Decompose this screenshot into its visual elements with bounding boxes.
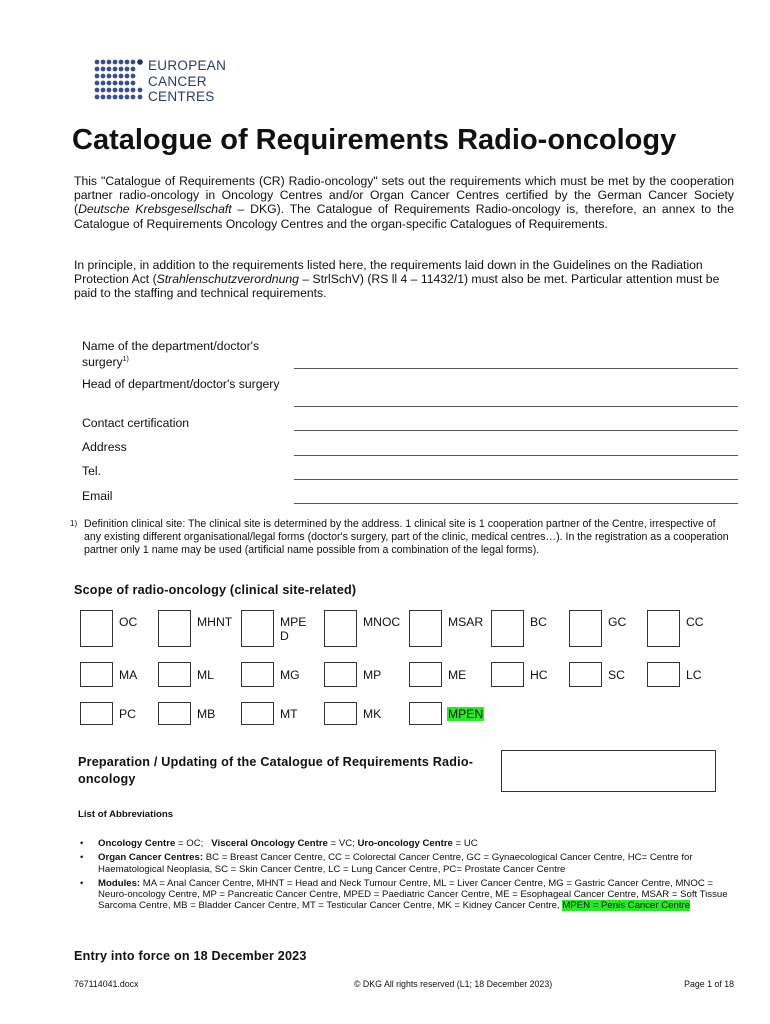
intro-p2-text: In principle, in addition to the requirements listed here, the requirements laid down in the Guidelines on the Radiation Protection Act ( (74, 258, 703, 287)
code-mnoc: MNOC (363, 615, 401, 629)
footnote-mark: 1) (70, 519, 78, 528)
checkbox-me[interactable] (409, 662, 442, 687)
code-mk: MK (363, 707, 382, 721)
code-pc: PC (119, 707, 136, 721)
checkbox-mped[interactable] (241, 610, 274, 647)
abbr-b3-highlight: MPEN = Penis Cancer Centre (562, 900, 691, 912)
intro-paragraph-2 (74, 258, 734, 301)
code-mped: MPED (280, 615, 307, 643)
email-field[interactable] (294, 503, 738, 504)
code-mp: MP (363, 668, 382, 682)
prep-title: Preparation / Updating of the Catalogue of Requirements Radio-oncology (78, 755, 474, 786)
code-mb: MB (197, 707, 216, 721)
checkbox-mpen[interactable] (409, 702, 442, 725)
abbr-b1-bold1: Oncology Centre (98, 838, 176, 849)
checkbox-cc[interactable] (647, 610, 680, 647)
checkbox-bc[interactable] (491, 610, 524, 647)
page-title: Catalogue of Requirements Radio-oncology (72, 124, 677, 156)
name-field[interactable] (294, 368, 738, 369)
abbr-b3-text: MA = Anal Cancer Centre, MHNT = Head and Neck Tumour Centre, ML = Liver Cancer Centre, MG = Gastric Cancer Centre, MNOC = Neuro-oncology Centre, MP = Pancreatic Cancer Centre, MPED = Paediatric Cancer Centre, ME = Esophageal Cancer Centre, MSAR = Soft Tissue Sarcoma Centre, MB = Bladder Cancer Centre, MT = Testicular Cancer Centre, MK = Kidney Cancer Centre, (98, 877, 728, 912)
footer-copyright: © DKG All rights reserved (L1; 18 December 2023) (354, 979, 553, 989)
checkbox-lc[interactable] (647, 662, 680, 687)
tel-label: Tel. (82, 464, 101, 478)
code-sc: SC (608, 668, 625, 682)
abbr-item-organ (78, 852, 730, 875)
checkbox-msar[interactable] (409, 610, 442, 647)
code-mpen: MPEN (448, 707, 484, 721)
checkbox-mg[interactable] (241, 662, 274, 687)
contact-label: Contact certification (82, 416, 190, 430)
code-cc: CC (686, 615, 704, 629)
code-me: ME (448, 668, 467, 682)
address-field[interactable] (294, 455, 738, 456)
intro-p1-end: – DKG). The Catalogue of Requirements Radio-oncology is, therefore, an annex to the Catalogue of Requirements Oncology Centres and the organ-specific Catalogues of Requirements. (74, 202, 734, 231)
head-field[interactable] (294, 406, 738, 407)
code-ml: ML (197, 668, 214, 682)
logo-line-3: CENTRES (148, 89, 215, 104)
abbr-b1-bold3: Uro-oncology Centre (357, 838, 453, 849)
logo-dots-icon (92, 58, 144, 106)
abbr-b3-bold: Modules: (98, 877, 141, 889)
checkbox-hc[interactable] (491, 662, 524, 687)
email-label: Email (82, 489, 113, 503)
code-ma: MA (119, 668, 138, 682)
logo (92, 58, 232, 108)
checkbox-mb[interactable] (158, 702, 191, 725)
checkbox-mt[interactable] (241, 702, 274, 725)
code-lc: LC (686, 668, 702, 682)
checkbox-ml[interactable] (158, 662, 191, 687)
logo-line-1: EUROPEAN (148, 58, 227, 73)
abbr-b1-bold2: Visceral Oncology Centre (211, 838, 328, 849)
checkbox-ma[interactable] (80, 662, 113, 687)
code-oc: OC (119, 615, 138, 629)
footer-page-number: Page 1 of 18 (684, 979, 734, 989)
prep-date-field[interactable] (501, 750, 716, 792)
head-label: Head of department/doctor's surgery (82, 377, 280, 391)
abbr-b2-bold: Organ Cancer Centres: (98, 852, 204, 864)
code-mg: MG (280, 668, 300, 682)
code-mt: MT (280, 707, 298, 721)
checkbox-sc[interactable] (569, 662, 602, 687)
footnote (70, 518, 730, 556)
name-label-sup: 1) (122, 356, 129, 363)
abbr-b1-t1: = OC; (175, 838, 212, 849)
scope-title: Scope of radio-oncology (clinical site-related) (74, 583, 357, 597)
abbr-item-modules (78, 878, 730, 912)
checkbox-gc[interactable] (569, 610, 602, 647)
name-label (82, 339, 282, 369)
code-gc: GC (608, 615, 627, 629)
name-label-text: Name of the department/doctor's surgery (82, 339, 260, 370)
checkbox-mnoc[interactable] (324, 610, 357, 647)
intro-p2-end: – StrlSchV) (RS ll 4 – 11432/1) must also be met. Particular attention must be paid to the staffing and technical requirements. (74, 272, 720, 301)
abbr-b1-t2: = VC; (327, 838, 358, 849)
code-mhnt: MHNT (197, 615, 233, 629)
intro-p1-text: This "Catalogue of Requirements (CR) Radio-oncology" sets out the requirements which must be met by the cooperation partner radio-oncology in Oncology Centres and/or Organ Cancer Centres certified by the German Cancer Society ( (74, 174, 734, 217)
bullet-icon: • (80, 877, 84, 889)
checkbox-mhnt[interactable] (158, 610, 191, 647)
checkbox-mk[interactable] (324, 702, 357, 725)
logo-line-2: CANCER (148, 73, 207, 89)
abbr-b1-t3: = UC (452, 838, 478, 849)
intro-p1-italic: Deutsche Krebsgesellschaft (78, 202, 232, 217)
contact-field[interactable] (294, 430, 738, 431)
address-label: Address (82, 440, 127, 454)
bullet-icon: • (80, 852, 84, 864)
intro-p2-italic: Strahlenschutzverordnung (156, 272, 299, 287)
checkbox-mp[interactable] (324, 662, 357, 687)
code-hc: HC (530, 668, 548, 682)
footer-filename: 767114041.docx (74, 979, 139, 989)
code-msar: MSAR (448, 615, 484, 629)
abbr-item-centres (78, 838, 730, 849)
abbr-b2-text: BC = Breast Cancer Centre, CC = Colorectal Cancer Centre, GC = Gynaecological Cancer Centre, HC= Centre for Haematological Neoplasia, SC = Skin Cancer Centre, LC = Lung Cancer Centre, PC= Prostate Cancer Centre (98, 852, 693, 875)
checkbox-oc[interactable] (80, 610, 113, 647)
bullet-icon: • (80, 838, 84, 849)
footnote-text: Definition clinical site: The clinical site is determined by the address. 1 clinical site is 1 cooperation partner of the Centre, irrespective of any existing different organisational/legal forms (doctor's surgery, part of the clinic, medical centres…). In the registration as a cooperation partner only 1 name may be used (artificial name possible from a combination of the legal forms). (84, 518, 729, 556)
tel-field[interactable] (294, 479, 738, 480)
checkbox-pc[interactable] (80, 702, 113, 725)
code-bc: BC (530, 615, 547, 629)
entry-into-force: Entry into force on 18 December 2023 (74, 949, 307, 963)
intro-paragraph-1 (74, 174, 734, 231)
logo-wordmark (148, 58, 226, 105)
abbr-list (78, 838, 730, 915)
abbr-title: List of Abbreviations (78, 809, 174, 820)
